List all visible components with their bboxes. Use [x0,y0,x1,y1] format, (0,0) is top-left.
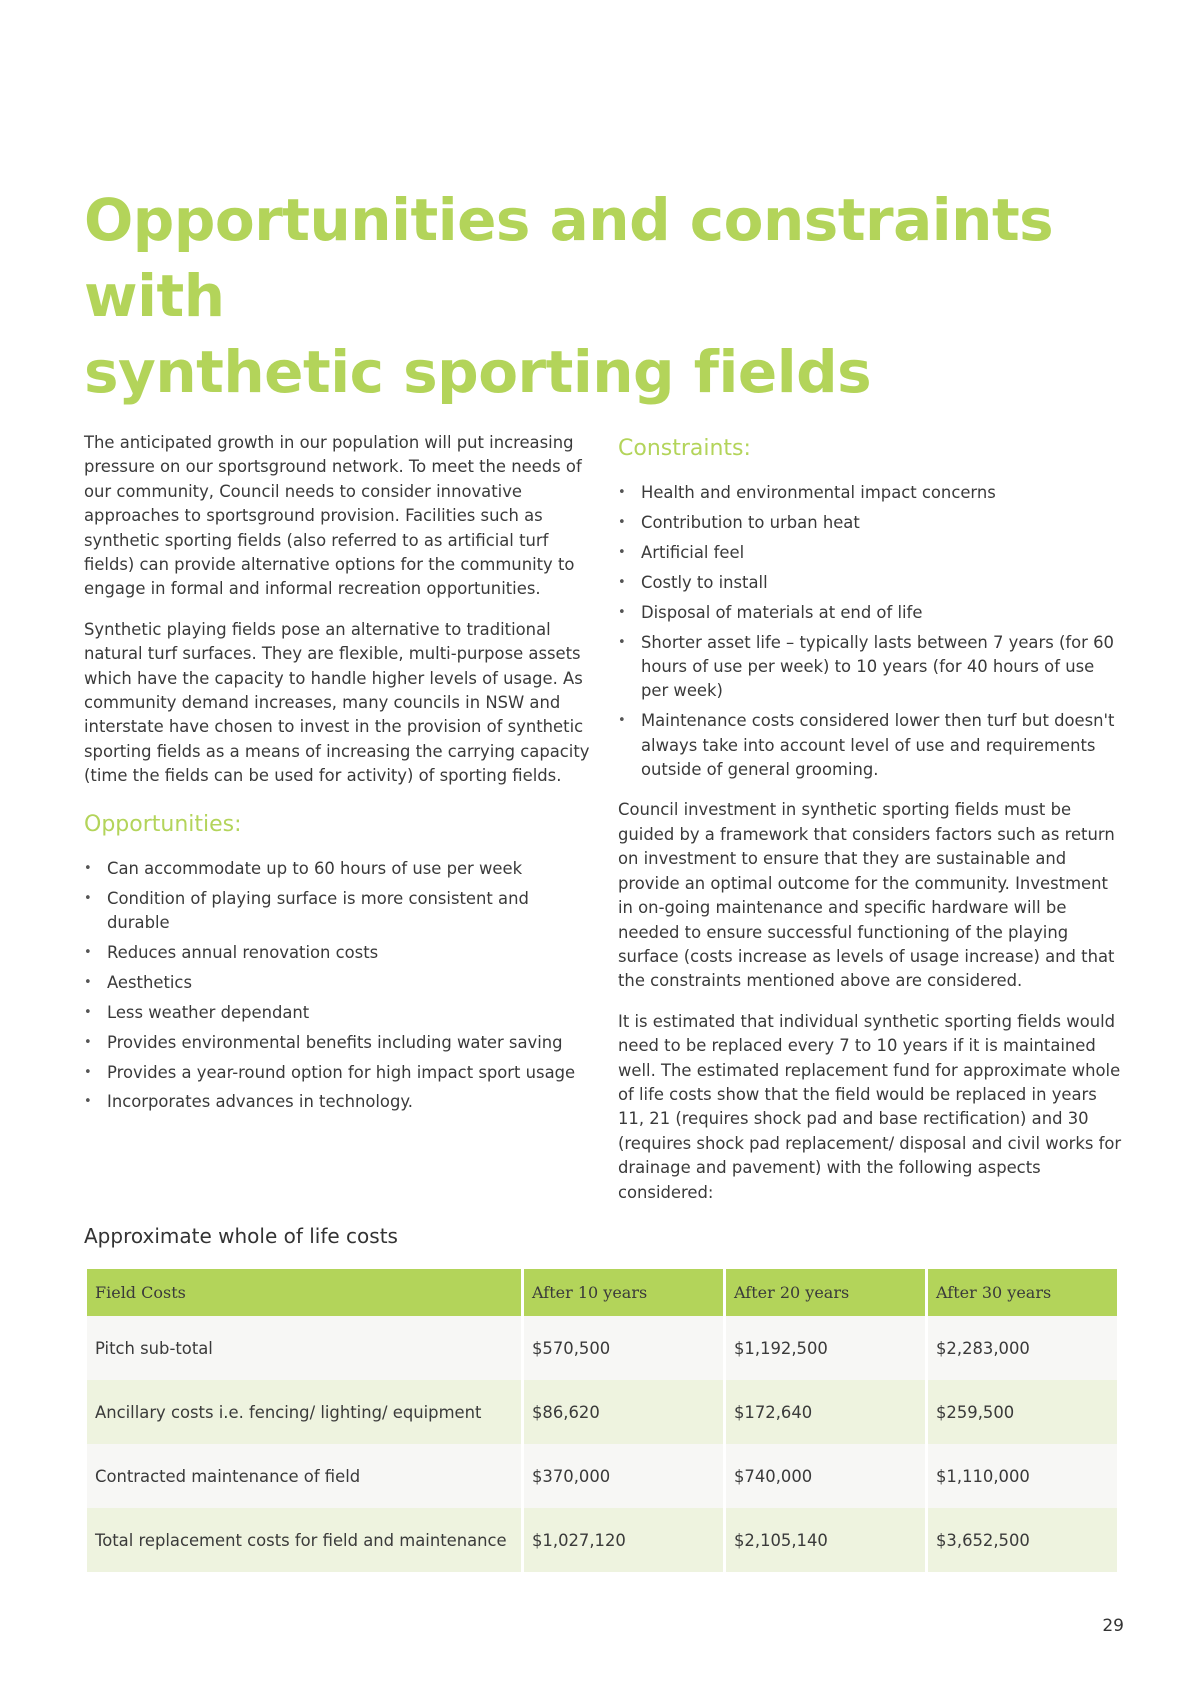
intro-paragraph-2: Synthetic playing fields pose an alternative to traditional natural turf surfaces. They are flexible, multi-purpose assets which have the capacity to handle higher levels of usage. As community demand increases, many councils in NSW and interstate have chosen to invest in the provision of synthetic sporting fields as a means of increasing the carrying capacity (time the fields can be used for activity) of sporting fields. [84,619,590,786]
table-row [87,1508,1117,1572]
opportunities-list [84,857,594,1115]
constraints-list [618,481,1126,782]
header-field-costs: Field Costs [87,1269,521,1316]
page-title-line-2: synthetic sporting fields [84,338,872,406]
list-item: • Less weather dependant [84,1001,594,1025]
table-cell: $1,110,000 [928,1444,1117,1508]
table-cell: $740,000 [726,1444,925,1508]
list-item: • Maintenance costs considered lower then turf but doesn't always take into account level of use and requirements outside of general grooming. [618,709,1126,782]
list-item: • Artificial feel [618,541,1126,565]
constraints-heading: Constraints: [618,436,751,461]
table-cell: $172,640 [726,1380,925,1444]
page-title [84,182,1124,410]
replacement-paragraph: It is estimated that individual synthetic sporting fields would need to be replaced every 7 to 10 years if it is maintained well. The estimated replacement fund for approximate whole of life costs show that the field would be replaced in years 11, 21 (requires shock pad and base rectification) and 30 (requires shock pad replacement/ disposal and civil works for drainage and pavement) with the following aspects considered: [618,1011,1122,1202]
header-after-20-years: After 20 years [726,1269,925,1316]
opportunities-heading: Opportunities: [84,811,242,837]
list-item: • Costly to install [618,571,1126,595]
investment-paragraph: Council investment in synthetic sporting fields must be guided by a framework that considers factors such as return on investment to ensure that they are sustainable and provide an optimal outcome for the community. Investment in on-going maintenance and specific hardware will be needed to ensure successful functioning of the playing surface (costs increase as levels of usage increase) and that the constraints mentioned above are considered. [618,800,1115,991]
intro-paragraph-1: The anticipated growth in our population will put increasing pressure on our sportsground network. To meet the needs of our community, Council needs to consider innovative approaches to sportsground provision. Facilities such as synthetic sporting fields (also referred to as artificial turf fields) can provide alternative options for the community to engage in formal and informal recreation opportunities. [84,433,582,599]
list-item: • Incorporates advances in technology. [84,1090,594,1114]
right-column [618,431,1126,1221]
table-cell: $86,620 [524,1380,723,1444]
list-item: • Reduces annual renovation costs [84,941,594,965]
page-title-line-1: Opportunities and constraints with [84,186,1054,330]
table-cell: $370,000 [524,1444,723,1508]
whole-of-life-costs-table [84,1269,1120,1572]
header-after-30-years: After 30 years [928,1269,1117,1316]
list-item: • Health and environmental impact concerns [618,481,1126,505]
table-cell: Pitch sub-total [87,1316,521,1380]
table-row [87,1444,1117,1508]
table-cell: Contracted maintenance of field [87,1444,521,1508]
list-item: • Disposal of materials at end of life [618,601,1126,625]
list-item: • Shorter asset life – typically lasts between 7 years (for 60 hours of use per week) to 10 years (for 40 hours of use per week) [618,631,1126,704]
table-cell: Total replacement costs for field and maintenance [87,1508,521,1572]
table-cell: $570,500 [524,1316,723,1380]
list-item: • Provides a year-round option for high impact sport usage [84,1061,594,1085]
table-cell: $259,500 [928,1380,1117,1444]
table-row [87,1316,1117,1380]
list-item: • Provides environmental benefits including water saving [84,1031,594,1055]
header-after-10-years: After 10 years [524,1269,723,1316]
list-item: • Aesthetics [84,971,594,995]
list-item: • Contribution to urban heat [618,511,1126,535]
left-column [84,431,594,1131]
table-cell: Ancillary costs i.e. fencing/ lighting/ equipment [87,1380,521,1444]
table-header-row [87,1269,1117,1316]
table-cell: $3,652,500 [928,1508,1117,1572]
table-cell: $2,105,140 [726,1508,925,1572]
table-row [87,1380,1117,1444]
table-cell: $1,027,120 [524,1508,723,1572]
table-cell: $2,283,000 [928,1316,1117,1380]
page-number: 29 [1102,1616,1124,1636]
table-caption: Approximate whole of life costs [84,1224,398,1248]
list-item: • Can accommodate up to 60 hours of use per week [84,857,594,881]
table-cell: $1,192,500 [726,1316,925,1380]
list-item: • Condition of playing surface is more consistent and durable [84,887,594,936]
